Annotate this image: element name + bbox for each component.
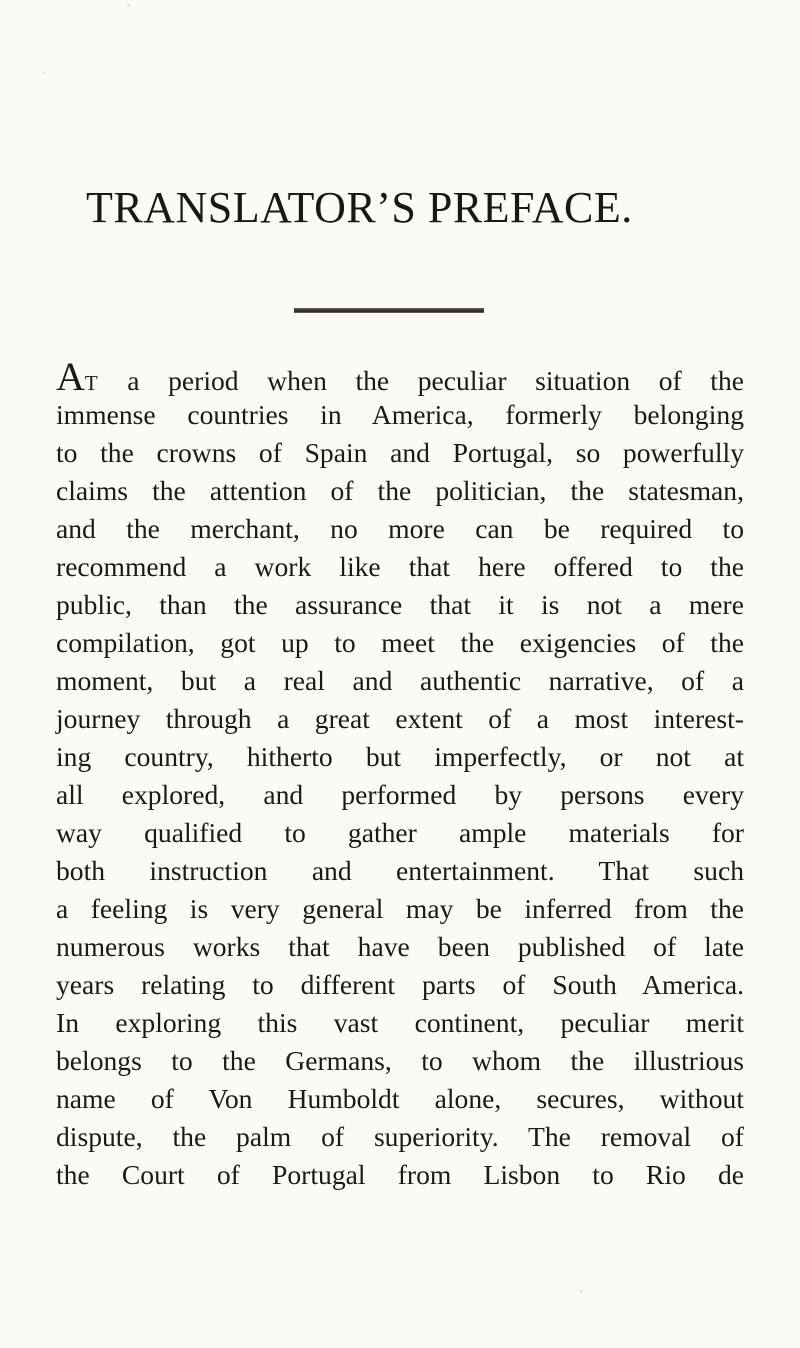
text-line-19: belongs to the Germans, to whom the illustrious	[56, 1045, 744, 1076]
text-line-5: and the merchant, no more can be required to	[56, 513, 744, 544]
page-title: TRANSLATOR’S PREFACE.	[86, 183, 633, 232]
text-line-4: claims the attention of the politician, the statesman,	[56, 475, 744, 506]
text-line-3: to the crowns of Spain and Portugal, so powerfully	[56, 437, 744, 468]
text-line-18: In exploring this vast continent, peculiar merit	[56, 1007, 744, 1038]
paper-speck	[127, 4, 130, 7]
first-word-rest: T	[84, 371, 99, 395]
text-line-12: all explored, and performed by persons every	[56, 779, 744, 810]
text-line-13: way qualified to gather ample materials for	[56, 817, 744, 848]
text-line-6: recommend a work like that here offered to the	[56, 551, 744, 582]
text-line-15: a feeling is very general may be inferred from the	[56, 893, 744, 924]
text-line-10: journey through a great extent of a most interest-	[56, 703, 744, 734]
text-line-14: both instruction and entertainment. That such	[56, 855, 744, 886]
title-rule	[294, 308, 484, 313]
paper-speck	[42, 72, 45, 74]
paper-speck	[580, 1290, 583, 1293]
text-line-16: numerous works that have been published of late	[56, 931, 744, 962]
text-line-17: years relating to different parts of South America.	[56, 969, 744, 1000]
text-line-20: name of Von Humboldt alone, secures, without	[56, 1083, 744, 1114]
drop-capital: A	[56, 354, 85, 399]
text-line-1-rest: a period when the peculiar situation of the	[127, 365, 744, 396]
text-line-21: dispute, the palm of superiority. The removal of	[56, 1121, 744, 1152]
text-line-11: ing country, hitherto but imperfectly, or not at	[56, 741, 744, 772]
text-line-22: the Court of Portugal from Lisbon to Rio de	[56, 1159, 744, 1190]
text-line-1	[56, 354, 744, 399]
text-line-9: moment, but a real and authentic narrative, of a	[56, 665, 744, 696]
text-line-2: immense countries in America, formerly belonging	[56, 399, 744, 430]
text-line-8: compilation, got up to meet the exigencies of the	[56, 627, 744, 658]
preface-text	[56, 354, 744, 1194]
text-line-7: public, than the assurance that it is not a mere	[56, 589, 744, 620]
